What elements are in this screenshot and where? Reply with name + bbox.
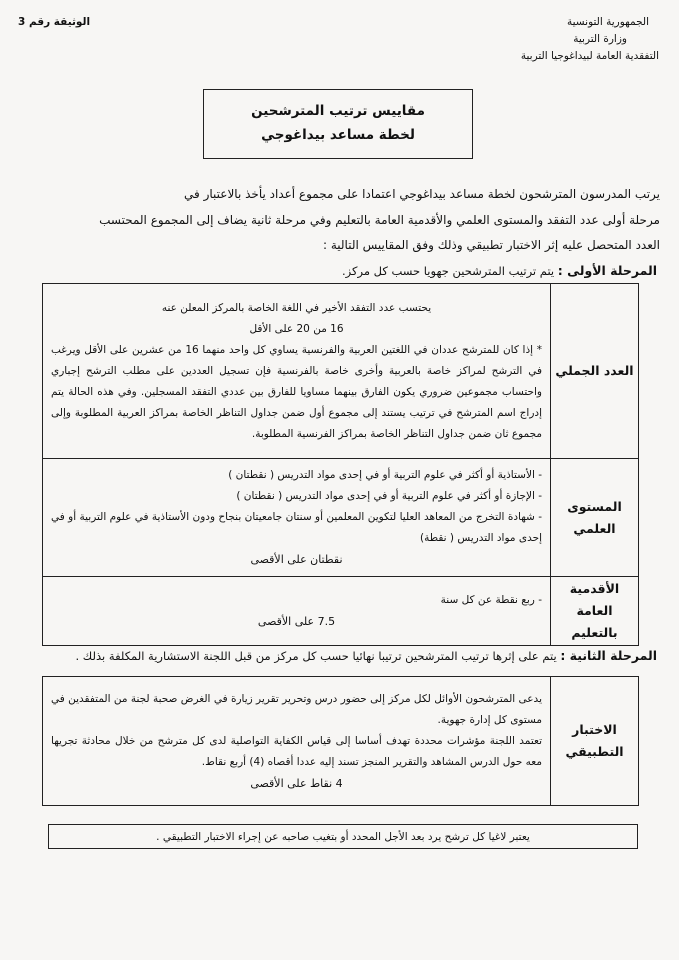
title-line-2: لخطة مساعد بيداغوجي [261, 127, 415, 143]
title-line-1: مقاييس ترتيب المترشحين [251, 103, 425, 119]
table-row [43, 677, 639, 806]
stage-2-label: المرحلة الثانية : [560, 648, 657, 663]
criterion-label: العدد الجملي [551, 284, 639, 459]
criterion-line: يدعى المترشحون الأوائل لكل مركز إلى حضور درس وتحرير تقرير زيارة في الغرض صحبة لجنة من المتفقدين في مستوى كل إدارة جهوية. [51, 692, 542, 726]
criteria-table-1 [42, 283, 639, 640]
table-row [43, 459, 639, 577]
table-row [43, 284, 639, 459]
criterion-points: نقطتان على الأقصى [250, 553, 343, 566]
criterion-line: 16 من 20 على الأقل [249, 322, 344, 335]
ministry-name: وزارة التربية [573, 33, 627, 45]
title-box [203, 89, 473, 159]
intro-line: يرتب المدرسون المترشحون لخطة مساعد بيداغوجي اعتمادا على مجموع أعداد يأخذ بالاعتبار في [184, 187, 660, 201]
criterion-line: تعتمد اللجنة مؤشرات محددة تهدف أساسا إلى قياس الكفاية التواصلية لدى كل مترشح من خلال محادثة تجريها معه حول الدرس المشاهد والتقرير المنجز تسند إليه عددا أقصاه (4) أربع نقاط. [51, 734, 542, 768]
document-number: الوثيقة رقم 3 [18, 16, 91, 28]
criterion-points: 7.5 على الأقصى [257, 615, 336, 628]
stage-1-heading [342, 263, 657, 278]
criterion-line: - شهادة التخرج من المعاهد العليا لتكوين المعلمين أو سنتان جامعيتان بنجاح ودون الأستاذية في علوم التربية أو في إحدى مواد التدريس ( نقطة) [51, 511, 542, 544]
criterion-points: 4 نقاط على الأقصى [250, 776, 343, 790]
intro-line: العدد المتحصل عليه إثر الاختبار تطبيقي وذلك وفق المقاييس التالية : [322, 238, 660, 252]
stage-1-label: المرحلة الأولى : [557, 263, 657, 278]
footer-note: يعتبر لاغيا كل ترشح يرد بعد الأجل المحدد أو بتغيب صاحبه عن إجراء الاختبار التطبيقي . [48, 824, 638, 849]
intro-paragraph [24, 182, 660, 259]
criterion-content [43, 459, 551, 577]
criterion-label: الاختبار التطبيقي [551, 677, 639, 806]
criterion-line: * إذا كان للمترشح عددان في اللغتين العربية والفرنسية يساوي كل واحد منهما 16 من عشرين على الأقل ويرغب في الترشح لمراكز خاصة بالعربية وأخرى خاصة بالفرنسية فإن تسجيل العددين على مطلب الترشح إجباري واحتساب مجموعين ضروري يكون الفارق بينهما مساويا للفارق بين عددي التفقد المسجلين. وفي هذه الحالة يتم إدراج اسم المترشح في ترتيب يستند إلى مجموع أول ضمن جداول التناظر الخاصة بمراكز العربية المطلوبة وإلى مجموع ثان ضمن جداول التناظر الخاصة بمراكز الفرنسية المطلوبة. [51, 343, 542, 440]
republic-name: الجمهورية التونسية [567, 16, 649, 28]
intro-line: مرحلة أولى عدد التفقد والمستوى العلمي والأقدمية العامة بالتعليم وفي مرحلة ثانية يضاف إلى المجموع المحتسب [99, 212, 660, 227]
stage-2-heading [76, 648, 658, 663]
criterion-line: - الأستاذية أو أكثر في علوم التربية أو في إحدى مواد التدريس ( نقطتان ) [228, 469, 542, 481]
inspectorate-name: التفقدية العامة لبيداغوجيا التربية [520, 50, 659, 62]
criterion-line: يحتسب عدد التفقد الأخير في اللغة الخاصة بالمركز المعلن عنه [161, 301, 432, 314]
stage-2-text: يتم على إثرها ترتيب المترشحين ترتيبا نهائيا حسب كل مركز من قبل اللجنة الاستشارية المكلفة بذلك . [75, 649, 557, 663]
criterion-line: - الإجازة أو أكثر في علوم التربية أو في إحدى مواد التدريس ( نقطتان ) [236, 490, 542, 502]
criterion-line: - ربع نقطة عن كل سنة [440, 594, 542, 606]
criterion-content [43, 284, 551, 459]
letterhead [429, 14, 659, 65]
criterion-label: المستوى العلمي [551, 459, 639, 577]
stage-1-text: يتم ترتيب المترشحين جهويا حسب كل مركز. [342, 264, 555, 278]
criteria-table-2 [42, 676, 639, 806]
criterion-label: الأقدمية العامة بالتعليم [551, 577, 639, 646]
criterion-content [43, 577, 551, 646]
criterion-content [43, 677, 551, 806]
table-row [43, 577, 639, 646]
